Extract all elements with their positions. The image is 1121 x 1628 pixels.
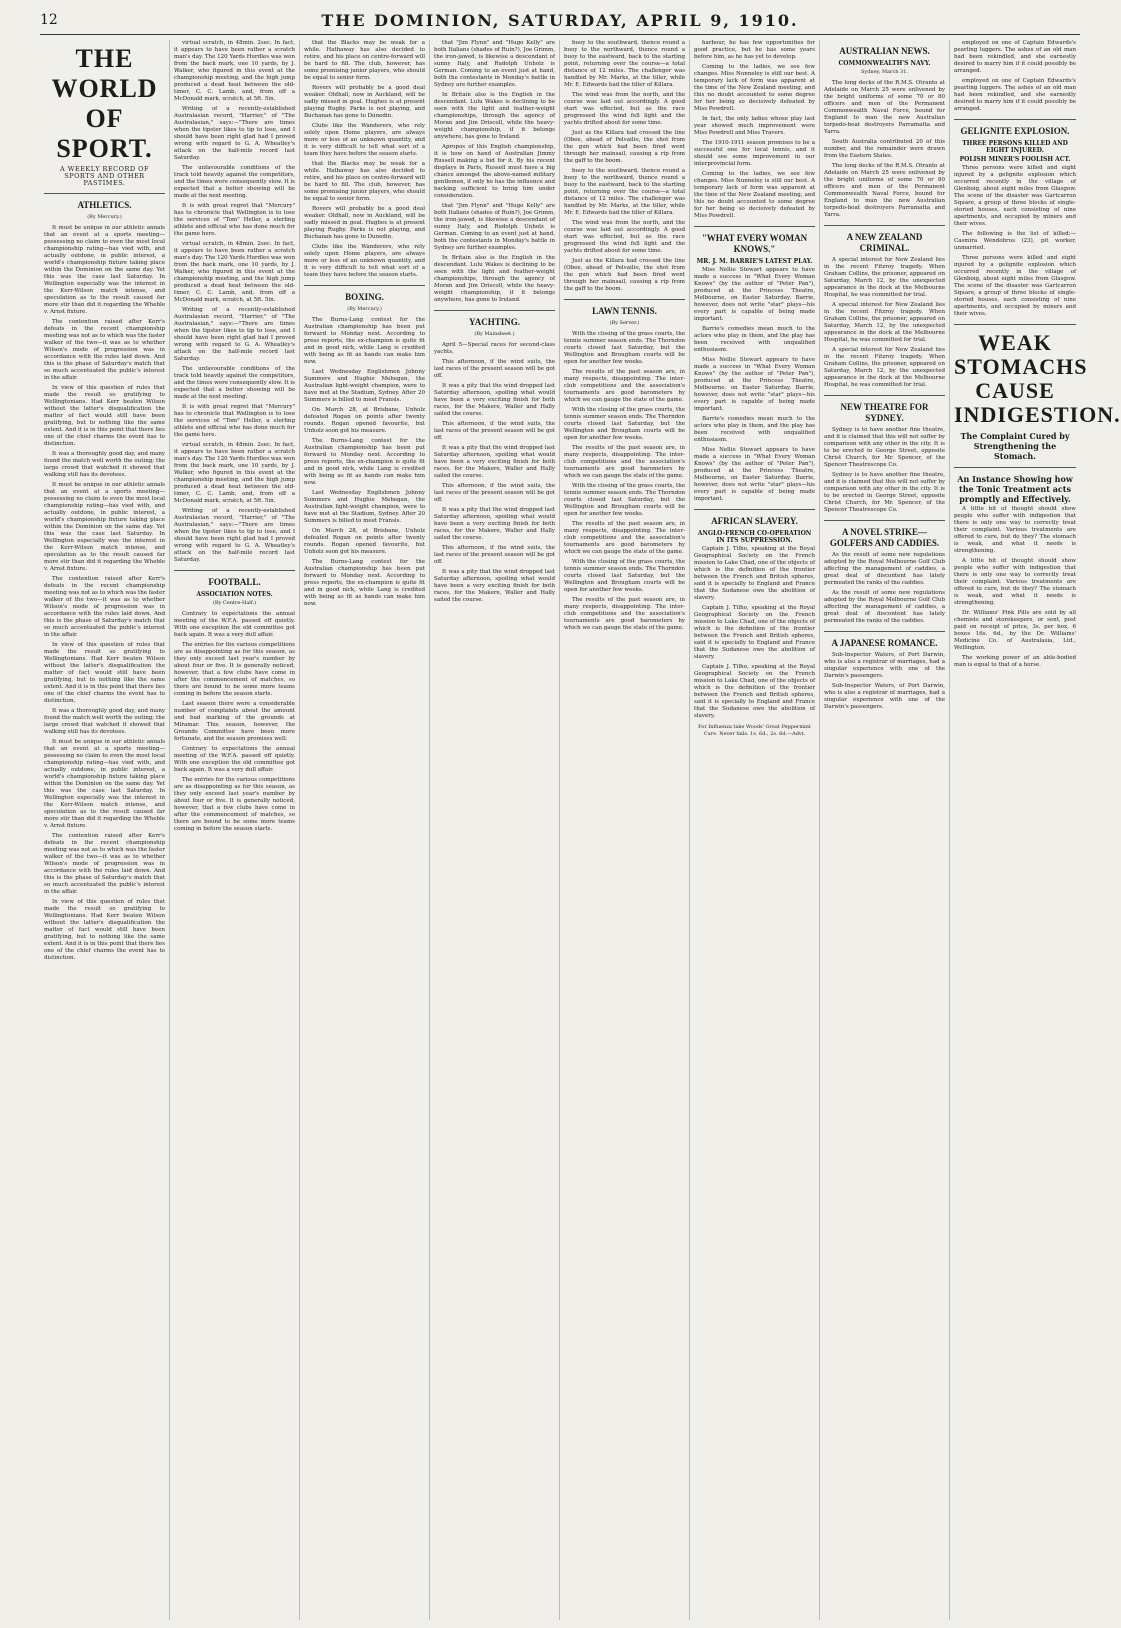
tennis-paragraph: With the closing of the grass courts, the tennis summer season ends. The Thorndon courts closed last Saturday, but the Wellington and Brougham courts will be open for another few weeks. [564,331,685,365]
article-paragraph: Writing of a recently-established Australasian record, "Harrier," of "The Australasian," says:—"There are times when the tipster likes to tip to lose, and I should have been right glad had I proved wrong with regard to G. A. Wheatley's attack on the half-mile record last Saturday. [174,508,295,563]
divider [824,395,945,396]
article-paragraph: buoy to the southward, thence round a buoy to the northward, thence round a buoy to the eastward, back to the starting point, returning over the course—a total distance of 12 miles. The challenger was handled by Mr. Marks, at the tiller, while Mr. E. Edwards had the tiller of Killara. [564,168,685,216]
divider [304,285,425,286]
yachting-byline: (By Mainsheet.) [474,331,515,337]
article-paragraph: employed on one of Captain Edwards's pearling luggers. The ashes of an old man had been rekindled, and she earnestly desired to marry him if it could possibly be arranged. [954,78,1076,112]
tennis-paragraph: With the closing of the grass courts, the tennis summer season ends. The Thorndon courts closed last Saturday, but the Wellington and Brougham courts will be open for another few weeks. [564,483,685,517]
article-paragraph: The unfavourable conditions of the track told heavily against the competitors, and the times were consequently slow. It is expected that a better showing will be made at the next meeting. [174,165,295,199]
tennis-paragraph: The results of the past season are, in many respects, disappointing. The inter-club competitions and the association's tournaments are good barometers by which we can gauge the state of the game. [564,369,685,403]
romance-paragraph: Sub-Inspector Waters, of Port Darwin, who is also a registrar of marriages, had a singular experience with one of the Darwin's passengers. [824,652,945,679]
advert-tagline: The Complaint Cured by Strengthening the Stomach. [960,431,1070,461]
slavery-paragraph: Captain J. Tilho, speaking at the Royal Geographical Society on the French mission to Lake Chad, one of the objects of which is the definition of the frontier between the French and British spheres, said it is specially to England and France that the Sudanese owe the abolition of slavery. [694,605,815,660]
divider [824,520,945,521]
criminal-paragraph: A special interest for New Zealand lies in the recent Fitzroy tragedy. When Graham Collins, the prisoner, appeared on Saturday, March 12, by the unexpected appearance in the dock at the Melbourne Hospital, he was committed for trial. [824,347,945,388]
article-paragraph: that the Blacks may be weak for a while. Hathaway has also decided to retire, and his place on centre-forward will be hard to fill. The club, however, has some promising junior players, who should be equal to senior form. [304,40,425,81]
article-paragraph: Coming to the ladies, we see few changes. Miss Nunneley is still our best. A temporary lack of form was apparent at the time of the New Zealand meeting, and this no doubt accounted to some degree for her being so decisively defeated by Miss Powdrell. [694,64,815,112]
article-paragraph: Clubs like the Wanderers, who rely solely upon Home players, are always more or less of an unknown quantity, and it is very difficult to tell what sort of a team they have before the season starts. [304,244,425,278]
athletics-paragraph: The contention raised after Kerr's defeats in the recent championship meeting was not as to which was the faster walker of the two—it was as to whether Wilson's mode of progression was in accordance with the rules laid down. And this is the phase of Saturday's match that so much accentuated the public's interest in the affair. [44,576,165,638]
explosion-heading: GELIGNITE EXPLOSION. [960,126,1070,136]
article-paragraph: Clubs like the Wanderers, who rely solely upon Home players, are always more or less of an unknown quantity, and it is very difficult to tell what sort of a team they have before the season starts. [304,123,425,157]
article-paragraph: The unfavourable conditions of the track told heavily against the competitors, and the times were consequently slow. It is expected that a better showing will be made at the next meeting. [174,366,295,400]
article-paragraph: In Britain also is the English in the descendant. Lulu Wakes is declining to be seen with the light and feather-weight championships, through the agency of Moran and Jim Driscoll, while the heavy-weight championship, if it belongs anywhere, has gone to Ireland. [434,92,555,140]
criminal-heading: A NEW ZEALAND CRIMINAL. [846,232,923,253]
theatre-paragraph: Miss Nellie Stewart appears to have made a success in "What Every Woman Knows" (by the author of "Peter Pan"), produced at the Princess Theatre, Melbourne, on Easter Saturday. Barrie, however, does not write "star" plays—his every part is capable of being made important. [694,357,815,412]
athletics-byline: (By Mercury.) [87,214,122,220]
slavery-subheading: ANGLO-FRENCH CO-OPERATION IN ITS SUPPRESSION. [697,530,812,544]
football-subheading: ASSOCIATION NOTES. [196,591,273,598]
column-5 [560,40,690,1620]
lawn-tennis-heading: LAWN TENNIS. [592,306,657,316]
slavery-paragraph: Captain J. Tilho, speaking at the Royal Geographical Society on the French mission to Lake Chad, one of the objects of which is the definition of the frontier between the French and British spheres, said it is specially to England and France that the Sudanese owe the abolition of slavery. [694,664,815,719]
article-paragraph: Just as the Killara had crossed the line (Obee, ahead of Pelvailio, the shot from the gun which had been fired went through her mainsail, causing a rip from the gaff to the boom. [564,258,685,292]
column-1 [40,40,170,1620]
explosion-paragraph: Three persons were killed and eight injured by a gelignite explosion which occurred recently in the village of Glenboig, about eight miles from Glasgow. The scene of the disaster was Gartcarron Square, a group of three blocks of single-storied houses, each consisting of nine apartments, and occupied by miners and their wives. [954,165,1076,227]
column-4 [430,40,560,1620]
article-paragraph: virtual scratch, in 48min. 2sec. In fact, it appears to have been rather a scratch man's day. The 120 Yards Hurdles was won from the back mark, one 10 yards, by J. Walker, who figured in this event at the championship meeting, and the high jump produced a dead heat between the old-timer, C. C. Lamb, and, from off a McDonald mark, scratch, at 5ft. 5in. [174,442,295,504]
boxing-paragraph: On March 28, at Brisbane, Unholz defeated Rogan on points after twenty rounds. Rogan opened favourite, but Unholz soon got his measure. [304,528,425,555]
section-subtitle: A WEEKLY RECORD OF SPORTS AND OTHER PASTIMES. [60,165,149,187]
yachting-paragraph: It was a pity that the wind dropped last Saturday afternoon, spoiling what would have been a very exciting finish for both races, for the Makere, Waller and Hally sailed the course. [434,445,555,479]
divider [694,226,815,227]
article-paragraph: Apropos of this English championship, it is how on hand of Australian Jimmy Russell making a bid for it. By his recent displays in Paris, Russell must have a big chance amongst the above-named military gentlemen, if only he has the influence and backing sufficient to bring him under consideration. [434,144,555,199]
article-paragraph: that the Blacks may be weak for a while. Hathaway has also decided to retire, and his place on centre-forward will be hard to fill. The club, however, has some promising junior players, who should be equal to senior form. [304,161,425,202]
article-paragraph: Rovers will probably be a good deal weaker. Oldhall, now in Auckland, will be sadly missed in goal. Hughes is at present playing Rugby. Parks is not playing, and Buchanan has gone to Dunedin. [304,85,425,119]
article-paragraph: It is with great regret that "Mercury" has to chronicle that Wellington is to lose the services of "Tom" Heller, a sterling athlete and official who has done much for the game here. [174,203,295,237]
column-6 [690,40,820,1620]
divider [954,467,1076,468]
theatre-paragraph: Barrie's comedies mean much to the actors who play in them, and the play has been received with unqualified enthusiasm. [694,326,815,353]
australian-paragraph: South Australia contributed 20 of this number, and the remainder were drawn from the Eastern States. [824,139,945,159]
boxing-paragraph: The Burns-Lang contest for the Australian championship has been put forward to Monday next. According to press reports, the ex-champion is quite fit and in good nick, while Lang is credited with being as fit as hands can make him now. [304,559,425,607]
yachting-paragraph: This afternoon, if the wind suits, the last races of the present season will be got off. [434,483,555,503]
athletics-paragraph: In view of this question of rules that made the result so gratifying to Wellingtonians. Had Kerr beaten Wilson without the latter's disqualification the matter of fact would still have been gratifying, but to nothing like the same extent. And it is in this point that there lies one of the chief charms the event has to distinction. [44,385,165,447]
football-paragraph: The entries for the various competitions are as disappointing as for this season, as they only exceed last year's number by about four or five. It is generally noticed, however, that a few clubs have come in after the commencement of matches, so there are bound to be some more teams coming in before the season starts. [174,777,295,832]
divider [564,299,685,300]
divider [824,631,945,632]
article-paragraph: that "Jim Flynn" and "Hugo Kelly" are both Italians (shades of Ruin?), Joe Grimm, the iron-jawed, is likewise a descendant of sunny Italy, and Rudolph Unholz is German. Coming to an event just at hand, both the contestants in Monday's battle in Sydney are further examples. [434,40,555,88]
yachting-paragraph: It was a pity that the wind dropped last Saturday afternoon, spoiling what would have been a very exciting finish for both races, for the Makere, Waller and Hally sailed the course. [434,383,555,417]
masthead [40,10,1080,35]
lawn-tennis-byline: (By Server.) [609,320,640,326]
boxing-paragraph: On March 28, at Brisbane, Unholz defeated Rogan on points after twenty rounds. Rogan opened favourite, but Unholz soon got his measure. [304,407,425,434]
article-paragraph: The 1910-1911 season promises to be a successful one for local tennis, and it should see some improvement in our interprovincial form. [694,140,815,167]
golfers-paragraph: As the result of some new regulations adopted by the Royal Melbourne Golf Club affecting the management of caddies, a great deal of discontent has lately permeated the ranks of the caddies. [824,590,945,624]
yachting-paragraph: April 5—Special races for second-class yachts. [434,342,555,355]
section-title: THE WORLD OF SPORT. [51,44,158,163]
boxing-paragraph: Last Wednesday Englishmen Johnny Summers and Hughie Mehegan, the Australian light-weight champion, were to have met at the Stadium, Sydney. After 20 Summers is billed to meet Fransis. [304,490,425,524]
athletics-paragraph: It must be unique in our athletic annals that an event at a sports meeting—possessing no claim to even the most local championship rating—has vied with, and actually outdone, in public interest, a world's championship fixture taking place within the Dominion on the same day. Yet this was the case last Saturday. In Wellington especially was the interest in the Kerr-Wilson match intense, and speculation as to the result caused far more stir than did it regarding the Wheble v. Arnst fixture. [44,482,165,572]
romance-paragraph: Sub-Inspector Waters, of Port Darwin, who is also a registrar of marriages, had a singular experience with one of the Darwin's passengers. [824,683,945,710]
explosion-subheading-2: POLISH MINER'S FOOLISH ACT. [959,156,1071,163]
article-paragraph: Rovers will probably be a good deal weaker. Oldhall, now in Auckland, will be sadly missed in goal. Hughes is at present playing Rugby. Parks is not playing, and Buchanan has gone to Dunedin. [304,206,425,240]
article-paragraph: virtual scratch, in 48min. 2sec. In fact, it appears to have been rather a scratch man's day. The 120 Yards Hurdles was won from the back mark, one 10 yards, by J. Walker, who figured in this event at the championship meeting, and the high jump produced a dead heat between the old-timer, C. C. Lamb, and, from off a McDonald mark, scratch, at 5ft. 5in. [174,241,295,303]
article-paragraph: It is with great regret that "Mercury" has to chronicle that Wellington is to lose the services of "Tom" Heller, a sterling athlete and official who has done much for the game here. [174,404,295,438]
football-heading: FOOTBALL. [208,577,261,587]
article-paragraph: Coming to the ladies, we see few changes. Miss Nunneley is still our best. A temporary lack of form was apparent at the time of the New Zealand meeting, and this no doubt accounted to some degree for her being so decisively defeated by Miss Powdrell. [694,171,815,219]
football-byline: (By Centre-Half.) [212,600,257,606]
yachting-paragraph: This afternoon, if the wind suits, the last races of the present season will be got off. [434,421,555,441]
article-paragraph: The wind was from the north, and the course was laid out accordingly. A good start was effected, but as the race progressed the wind fell light and the yachts drifted about for some time. [564,220,685,254]
article-paragraph: Writing of a recently-established Australasian record, "Harrier," of "The Australasian," says:—"There are times when the tipster likes to tip to lose, and I should have been right glad had I proved wrong with regard to G. A. Wheatley's attack on the half-mile record last Saturday. [174,106,295,161]
column-8 [950,40,1121,1620]
theatre-paragraph: Miss Nellie Stewart appears to have made a success in "What Every Woman Knows" (by the author of "Peter Pan"), produced at the Princess Theatre, Melbourne, on Easter Saturday. Barrie, however, does not write "star" plays—his every part is capable of being made important. [694,267,815,322]
advert-paragraph: A little bit of thought should show people who suffer with indigestion that there is only one way to correctly treat their complaint. Various treatments are offered to cure, but do they? The stomach is weak, and what it needs is strengthening. [954,506,1076,554]
article-paragraph: employed on one of Captain Edwards's pearling luggers. The ashes of an old man had been rekindled, and she earnestly desired to marry him if it could possibly be arranged. [954,40,1076,74]
australian-news-heading: AUSTRALIAN NEWS. [839,46,930,56]
athletics-paragraph: In view of this question of rules that made the result so gratifying to Wellingtonians. Had Kerr beaten Wilson without the latter's disqualification the matter of fact would still have been gratifying, but to nothing like the same extent. And it is in this point that there lies one of the chief charms the event has to distinction. [44,899,165,961]
divider [954,324,1076,325]
article-paragraph: that "Jim Flynn" and "Hugo Kelly" are both Italians (shades of Ruin?), Joe Grimm, the iron-jawed, is likewise a descendant of sunny Italy, and Rudolph Unholz is German. Coming to an event just at hand, both the contestants in Monday's battle in Sydney are further examples. [434,203,555,251]
australian-news-subheading: COMMONWEALTH'S NAVY. [838,60,931,67]
boxing-byline: (By Mercury.) [347,306,382,312]
advert-footnote: For Influenza take Woods' Great Peppermint Cure. Never fails. 1s. 6d., 2s. 6d.—Advt. [698,724,811,737]
athletics-heading: ATHLETICS. [77,200,132,210]
advert-paragraph: Dr. Williams' Pink Pills are sold by all chemists and storekeepers, or sent, post paid on receipt of price, 3s. per box, 6 boxes 16s. 6d., by the Dr. Williams' Medicine Co. of Australasia, Ltd., Wellington. [954,610,1076,651]
australian-paragraph: The long decks of the R.M.S. Otranto at Adelaide on March 25 were enlivened by the bright uniforms of some 70 or 80 officers and men of the Permanent Commonwealth Naval Force, bound for England to man the new Australian torpedo-boat destroyers Parramatta and Yarra. [824,163,945,218]
australian-paragraph: The long decks of the R.M.S. Otranto at Adelaide on March 25 were enlivened by the bright uniforms of some 70 or 80 officers and men of the Permanent Commonwealth Naval Force, bound for England to man the new Australian torpedo-boat destroyers Parramatta and Yarra. [824,80,945,135]
athletics-paragraph: In view of this question of rules that made the result so gratifying to Wellingtonians. Had Kerr beaten Wilson without the latter's disqualification the matter of fact would still have been gratifying, but to nothing like the same extent. And it is in this point that there lies one of the chief charms the event has to distinction. [44,642,165,704]
theatre-heading: "WHAT EVERY WOMAN KNOWS." [701,233,808,254]
advert-headline: WEAK STOMACHS CAUSE INDIGESTION. [954,330,1121,427]
article-paragraph: In Britain also is the English in the descendant. Lulu Wakes is declining to be seen with the light and feather-weight championships, through the agency of Moran and Jim Driscoll, while the heavy-weight championship, if it belongs anywhere, has gone to Ireland. [434,255,555,303]
criminal-paragraph: A special interest for New Zealand lies in the recent Fitzroy tragedy. When Graham Collins, the prisoner, appeared on Saturday, March 12, by the unexpected appearance in the dock at the Melbourne Hospital, he was committed for trial. [824,257,945,298]
tennis-paragraph: The results of the past season are, in many respects, disappointing. The inter-club competitions and the association's tournaments are good barometers by which we can gauge the state of the game. [564,521,685,555]
yachting-paragraph: This afternoon, if the wind suits, the last races of the present season will be got off. [434,545,555,565]
advert-paragraph: The working power of an able-bodied man is equal to that of a horse. [954,655,1076,668]
athletics-paragraph: The contention raised after Kerr's defeats in the recent championship meeting was not as to which was the faster walker of the two—it was as to whether Wilson's mode of progression was in accordance with the rules laid down. And this is the phase of Saturday's match that so much accentuated the public's interest in the affair. [44,319,165,381]
article-paragraph: In fact, the only ladies whose play last year showed much improvement were Miss Powdrell and Miss Travers. [694,116,815,136]
column-3 [300,40,430,1620]
yachting-paragraph: It was a pity that the wind dropped last Saturday afternoon, spoiling what would have been a very exciting finish for both races, for the Makere, Waller and Hally sailed the course. [434,507,555,541]
explosion-paragraph: The following is the list of killed:—Casmira Wendobrus (23), pit worker, unmarried. [954,231,1076,251]
article-paragraph: harbour, he has few opportunities for good practice, but he has some years before him, as he has yet to develop. [694,40,815,60]
article-paragraph: buoy to the southward, thence round a buoy to the northward, thence round a buoy to the eastward, back to the starting point, returning over the course—a total distance of 12 miles. The challenger was handled by Mr. Marks, at the tiller, while Mr. E. Edwards had the tiller of Killara. [564,40,685,88]
football-paragraph: Contrary to expectations the annual meeting of the W.F.A. passed off quietly. With one exception the old committee got back again. It was a very dull affair. [174,746,295,773]
athletics-paragraph: It was a thoroughly good day, and many found the match well worth the outing; the large crowd that watched it showed that walking still has its devotees. [44,451,165,478]
article-paragraph: The wind was from the north, and the course was laid out accordingly. A good start was effected, but as the race progressed the wind fell light and the yachts drifted about for some time. [564,92,685,126]
football-paragraph: Contrary to expectations the annual meeting of the W.F.A. passed off quietly. With one exception the old committee got back again. It was a very dull affair. [174,611,295,638]
golfers-heading: A NOVEL STRIKE—GOLFERS AND CADDIES. [829,527,940,548]
golfers-paragraph: As the result of some new regulations adopted by the Royal Melbourne Golf Club affecting the management of caddies, a great deal of discontent has lately permeated the ranks of the caddies. [824,552,945,586]
columns [40,40,1121,1620]
football-paragraph: The entries for the various competitions are as disappointing as for this season, as they only exceed last year's number by about four or five. It is generally noticed, however, that a few clubs have come in after the commencement of matches, so there are bound to be some more teams coming in before the season starts. [174,642,295,697]
divider [694,509,815,510]
divider [434,310,555,311]
theatre-sydney-paragraph: Sydney is to have another fine theatre, and it is claimed that this will not suffer by comparison with any other in the city. It is to be erected in George Street, opposite Christ Church, for Mr. Spencer, of the Spencer Theatrescope Co. [824,427,945,468]
divider [174,570,295,571]
yachting-heading: YACHTING. [469,317,520,327]
article-paragraph: virtual scratch, in 48min. 2sec. In fact, it appears to have been rather a scratch man's day. The 120 Yards Hurdles was won from the back mark, one 10 yards, by J. Walker, who figured in this event at the championship meeting, and the high jump produced a dead heat between the old-timer, C. C. Lamb, and, from off a McDonald mark, scratch, at 5ft. 5in. [174,40,295,102]
advert-tagline-2: An Instance Showing how the Tonic Treatment acts promptly and Effectively. [957,474,1073,504]
criminal-paragraph: A special interest for New Zealand lies in the recent Fitzroy tragedy. When Graham Collins, the prisoner, appeared on Saturday, March 12, by the unexpected appearance in the dock at the Melbourne Hospital, he was committed for trial. [824,302,945,343]
boxing-heading: BOXING. [345,292,384,302]
theatre-paragraph: Barrie's comedies mean much to the actors who play in them, and the play has been received with unqualified enthusiasm. [694,416,815,443]
tennis-paragraph: The results of the past season are, in many respects, disappointing. The inter-club competitions and the association's tournaments are good barometers by which we can gauge the state of the game. [564,597,685,631]
divider [44,193,165,194]
athletics-paragraph: It must be unique in our athletic annals that an event at a sports meeting—possessing no claim to even the most local championship rating—has vied with, and actually outdone, in public interest, a world's championship fixture taking place within the Dominion on the same day. Yet this was the case last Saturday. In Wellington especially was the interest in the Kerr-Wilson match intense, and speculation as to the result caused far more stir than did it regarding the Wheble v. Arnst fixture. [44,225,165,315]
theatre-paragraph: Miss Nellie Stewart appears to have made a success in "What Every Woman Knows" (by the author of "Peter Pan"), produced at the Princess Theatre, Melbourne, on Easter Saturday. Barrie, however, does not write "star" plays—his every part is capable of being made important. [694,447,815,502]
explosion-subheading: THREE PERSONS KILLED AND EIGHT INJURED. [962,140,1068,154]
tennis-paragraph: With the closing of the grass courts, the tennis summer season ends. The Thorndon courts closed last Saturday, but the Wellington and Brougham courts will be open for another few weeks. [564,407,685,441]
column-2 [170,40,300,1620]
tennis-paragraph: With the closing of the grass courts, the tennis summer season ends. The Thorndon courts closed last Saturday, but the Wellington and Brougham courts will be open for another few weeks. [564,559,685,593]
article-paragraph: Writing of a recently-established Australasian record, "Harrier," of "The Australasian," says:—"There are times when the tipster likes to tip to lose, and I should have been right glad had I proved wrong with regard to G. A. Wheatley's attack on the half-mile record last Saturday. [174,307,295,362]
athletics-paragraph: The contention raised after Kerr's defeats in the recent championship meeting was not as to which was the faster walker of the two—it was as to whether Wilson's mode of progression was in accordance with the rules laid down. And this is the phase of Saturday's match that so much accentuated the public's interest in the affair. [44,833,165,895]
divider [824,225,945,226]
explosion-paragraph: Three persons were killed and eight injured by a gelignite explosion which occurred recently in the village of Glenboig, about eight miles from Glasgow. The scene of the disaster was Gartcarron Square, a group of three blocks of single-storied houses, each consisting of nine apartments, and occupied by miners and their wives. [954,255,1076,317]
newspaper-title: THE DOMINION, SATURDAY, APRIL 9, 1910. [321,11,799,30]
theatre-sydney-paragraph: Sydney is to have another fine theatre, and it is claimed that this will not suffer by comparison with any other in the city. It is to be erected in George Street, opposite Christ Church, for Mr. Spencer, of the Spencer Theatrescope Co. [824,472,945,513]
column-7 [820,40,950,1620]
advert-paragraph: A little bit of thought should show people who suffer with indigestion that there is only one way to correctly treat their complaint. Various treatments are offered to cure, but do they? The stomach is weak, and what it needs is strengthening. [954,558,1076,606]
yachting-paragraph: This afternoon, if the wind suits, the last races of the present season will be got off. [434,359,555,379]
athletics-paragraph: It was a thoroughly good day, and many found the match well worth the outing; the large crowd that watched it showed that walking still has its devotees. [44,708,165,735]
slavery-paragraph: Captain J. Tilho, speaking at the Royal Geographical Society on the French mission to Lake Chad, one of the objects of which is the definition of the frontier between the French and British spheres, said it is specially to England and France that the Sudanese owe the abolition of slavery. [694,546,815,601]
yachting-paragraph: It was a pity that the wind dropped last Saturday afternoon, spoiling what would have been a very exciting finish for both races, for the Makere, Waller and Hally sailed the course. [434,569,555,603]
tennis-paragraph: The results of the past season are, in many respects, disappointing. The inter-club competitions and the association's tournaments are good barometers by which we can gauge the state of the game. [564,445,685,479]
article-paragraph: Just as the Killara had crossed the line (Obee, ahead of Pelvailio, the shot from the gun which had been fired went through her mainsail, causing a rip from the gaff to the boom. [564,130,685,164]
page-number: 12 [40,12,58,28]
boxing-paragraph: The Burns-Lang contest for the Australian championship has been put forward to Monday next. According to press reports, the ex-champion is quite fit and in good nick, while Lang is credited with being as fit as hands can make him now. [304,317,425,365]
theatre-subheading: MR. J. M. BARRIE'S LATEST PLAY. [696,258,813,265]
boxing-paragraph: The Burns-Lang contest for the Australian championship has been put forward to Monday next. According to press reports, the ex-champion is quite fit and in good nick, while Lang is credited with being as fit as hands can make him now. [304,438,425,486]
dateline: Sydney, March 31. [860,69,909,75]
theatre-sydney-heading: NEW THEATRE FOR SYDNEY. [840,402,929,423]
slavery-heading: AFRICAN SLAVERY. [711,516,798,526]
boxing-paragraph: Last Wednesday Englishmen Johnny Summers and Hughie Mehegan, the Australian light-weight champion, were to have met at the Stadium, Sydney. After 20 Summers is billed to meet Fransis. [304,369,425,403]
romance-heading: A JAPANESE ROMANCE. [831,638,938,648]
football-paragraph: Last season there were a considerable number of complaints about the amount and bad marking of the grounds at Miramar. This season, however, the Grounds Committee have been more fortunate, and the season promises well. [174,701,295,742]
athletics-paragraph: It must be unique in our athletic annals that an event at a sports meeting—possessing no claim to even the most local championship rating—has vied with, and actually outdone, in public interest, a world's championship fixture taking place within the Dominion on the same day. Yet this was the case last Saturday. In Wellington especially was the interest in the Kerr-Wilson match intense, and speculation as to the result caused far more stir than did it regarding the Wheble v. Arnst fixture. [44,739,165,829]
divider [954,119,1076,120]
